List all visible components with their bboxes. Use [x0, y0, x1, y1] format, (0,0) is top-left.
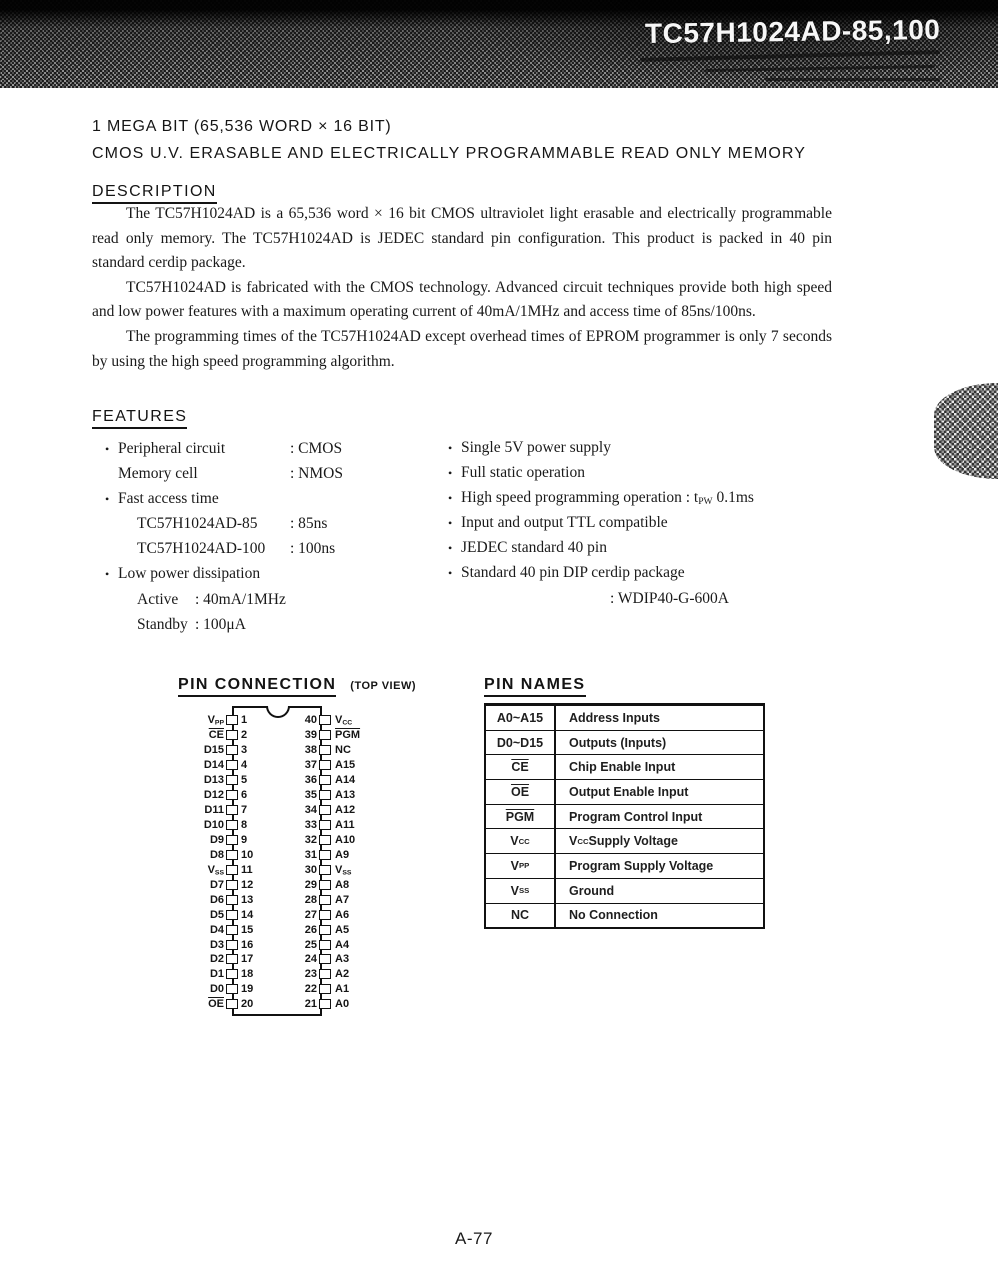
pin-label: A15	[335, 759, 356, 772]
feature-value: : 100μA	[195, 615, 246, 633]
pin-number: 29	[304, 878, 317, 891]
scan-artifact-blob	[934, 383, 998, 479]
bullet-icon: •	[448, 566, 453, 581]
pin-box	[319, 760, 331, 770]
dip-left-pins	[186, 713, 259, 1012]
feature-item	[448, 539, 868, 564]
table-row	[486, 828, 763, 853]
pin-number: 26	[304, 923, 317, 936]
pin-row	[186, 967, 259, 982]
pin-label: A7	[335, 893, 350, 906]
pin-label: $V_{PP}$	[207, 714, 224, 727]
pin-label: NC	[335, 744, 351, 757]
pin-row	[300, 788, 360, 803]
table-row	[486, 754, 763, 779]
pin-row	[300, 907, 360, 922]
pin-number: 32	[304, 833, 317, 846]
feature-text: Standard 40 pin DIP cerdip package	[461, 564, 685, 582]
feature-value: : 100ns	[290, 540, 336, 558]
pin-label: A13	[335, 789, 356, 802]
pin-row	[186, 728, 259, 743]
pin-box	[319, 895, 331, 905]
pin-label: D5	[209, 908, 224, 921]
pin-row	[300, 743, 360, 758]
pin-box	[319, 984, 331, 994]
pin-name-cell: $\overline{OE}$	[486, 780, 556, 804]
table-row	[486, 779, 763, 804]
pin-box	[226, 745, 238, 755]
pin-label: A5	[335, 923, 350, 936]
pin-number: 33	[304, 819, 317, 832]
pin-description-cell: Outputs (Inputs)	[569, 735, 667, 750]
pin-row	[186, 877, 259, 892]
pin-row	[186, 862, 259, 877]
pin-box	[319, 940, 331, 950]
pin-number: 37	[304, 759, 317, 772]
pin-label: A1	[335, 983, 350, 996]
feature-label: Memory cell	[118, 465, 198, 483]
pin-row	[186, 713, 259, 728]
pin-number: 27	[304, 908, 317, 921]
pin-box	[226, 850, 238, 860]
pin-box	[319, 820, 331, 830]
part-number-title: TC57H1024AD-85,100	[644, 13, 941, 50]
feature-label: TC57H1024AD-100	[137, 540, 266, 558]
feature-item	[105, 440, 435, 465]
pin-description-cell: Address Inputs	[569, 710, 660, 725]
pin-row	[300, 982, 360, 997]
feature-item	[448, 514, 868, 539]
pin-number: 20	[241, 998, 254, 1011]
pin-description-cell: Program Control Input	[569, 809, 703, 824]
pin-name-cell: V PP	[486, 854, 556, 878]
pin-number: 17	[241, 953, 254, 966]
pin-box	[226, 999, 238, 1009]
title-line-2: CMOS U.V. ERASABLE AND ELECTRICALLY PROGRAMMABLE READ ONLY MEMORY	[92, 145, 807, 162]
feature-text: Single 5V power supply	[461, 439, 611, 456]
pin-number: 5	[241, 774, 248, 787]
pin-label: A9	[335, 848, 350, 861]
description-body	[92, 202, 832, 374]
pin-label: D12	[203, 789, 224, 802]
pin-number: 12	[241, 878, 254, 891]
page-number: A-77	[455, 1229, 493, 1248]
pin-number: 15	[241, 923, 254, 936]
pin-label: D9	[209, 833, 224, 846]
pin-number: 11	[241, 863, 253, 876]
pin-row	[186, 773, 259, 788]
pin-row	[186, 743, 259, 758]
pin-number: 28	[304, 893, 317, 906]
pin-box	[319, 999, 331, 1009]
feature-label: Standby	[137, 615, 188, 633]
pin-number: 40	[304, 714, 317, 727]
pin-number: 19	[241, 983, 254, 996]
feature-item	[448, 464, 868, 489]
pin-label: A2	[335, 968, 350, 981]
features-left-column	[105, 440, 435, 641]
pin-row	[300, 877, 360, 892]
pin-description-cell: Chip Enable Input	[569, 760, 676, 775]
pin-label: D10	[203, 819, 224, 832]
pin-row	[300, 803, 360, 818]
pin-box	[226, 730, 238, 740]
pin-label: A11	[335, 819, 355, 832]
pin-row	[186, 952, 259, 967]
pin-label: D14	[203, 759, 224, 772]
pin-label: $\overline{PGM}$	[335, 729, 361, 742]
feature-value: : 85ns	[290, 515, 328, 533]
pin-box	[226, 775, 238, 785]
pin-number: 34	[304, 804, 317, 817]
pin-label: $V_{CC}$	[335, 714, 353, 727]
pin-number: 8	[241, 819, 248, 832]
pin-number: 31	[304, 848, 317, 861]
feature-item	[105, 465, 435, 490]
pin-box	[319, 954, 331, 964]
pin-number: 13	[241, 893, 254, 906]
pin-row	[186, 997, 259, 1012]
pin-label: $\overline{CE}$	[208, 729, 224, 742]
feature-item	[448, 489, 868, 514]
pin-label: D2	[209, 953, 224, 966]
pin-box	[226, 954, 238, 964]
pin-description-cell: Program Supply Voltage	[569, 858, 714, 873]
feature-label: Fast access time	[118, 490, 219, 508]
pin-number: 21	[304, 998, 317, 1011]
pin-box	[319, 775, 331, 785]
scan-smudge	[765, 78, 940, 81]
feature-value: : CMOS	[290, 440, 343, 457]
pin-label: A4	[335, 938, 350, 951]
feature-item	[105, 565, 435, 590]
pin-box	[226, 760, 238, 770]
feature-item	[448, 564, 868, 589]
pin-names-heading: PIN NAMES	[484, 676, 586, 697]
pin-box	[319, 805, 331, 815]
pin-row	[186, 788, 259, 803]
pin-name-cell: V CC	[486, 829, 556, 853]
pin-row	[186, 847, 259, 862]
pin-label: A8	[335, 878, 350, 891]
pin-names-table	[484, 703, 765, 929]
pin-row	[300, 937, 360, 952]
pin-label: D7	[209, 878, 224, 891]
bullet-icon: •	[448, 516, 453, 531]
pin-number: 10	[241, 848, 254, 861]
pin-row	[186, 937, 259, 952]
feature-item	[105, 616, 435, 641]
top-view-label: (TOP VIEW)	[350, 680, 416, 692]
title-line-1: 1 MEGA BIT (65,536 WORD × 16 BIT)	[92, 118, 392, 135]
table-row	[486, 730, 763, 755]
pin-row	[300, 922, 360, 937]
feature-text: JEDEC standard 40 pin	[461, 539, 607, 557]
pin-box	[319, 925, 331, 935]
pin-number: 6	[241, 789, 248, 802]
table-row	[486, 878, 763, 903]
description-heading: DESCRIPTION	[92, 183, 217, 204]
features-heading: FEATURES	[92, 408, 187, 429]
pin-number: 35	[304, 789, 317, 802]
pin-label: $\overline{OE}$	[208, 998, 224, 1011]
description-paragraph: The TC57H1024AD is a 65,536 word × 16 bit CMOS ultraviolet light erasable and electrically programmable read only memory. The TC57H1024AD is JEDEC standard pin configuration. This product is packed in 40 pin standard cerdip package.	[92, 205, 832, 272]
pin-number: 36	[304, 774, 317, 787]
description-paragraph: The programming times of the TC57H1024AD except overhead times of EPROM programmer is only 7 seconds by using the high speed programming algorithm.	[92, 327, 832, 370]
features-right-column	[448, 439, 868, 615]
pin-row	[186, 833, 259, 848]
pin-label: $V_{SS}$	[335, 863, 352, 877]
feature-item	[448, 590, 868, 615]
feature-value: : NMOS	[290, 465, 343, 483]
pin-label: D1	[209, 968, 224, 981]
pin-box	[319, 715, 331, 725]
pin-row	[300, 713, 360, 728]
pin-box	[319, 730, 331, 740]
pin-row	[300, 833, 360, 848]
pin-row	[300, 773, 360, 788]
pin-box	[226, 805, 238, 815]
pin-number: 16	[241, 938, 254, 951]
pin-box	[226, 835, 238, 845]
table-row	[486, 705, 763, 730]
pin-label: D13	[203, 774, 224, 787]
pin-box	[226, 790, 238, 800]
pin-number: 1	[241, 714, 248, 727]
pin-box	[319, 745, 331, 755]
pin-row	[300, 758, 360, 773]
pin-row	[300, 862, 360, 877]
pin-number: 24	[304, 953, 317, 966]
pin-box	[226, 910, 238, 920]
feature-value: : 40mA/1MHz	[195, 590, 286, 608]
bullet-icon: •	[105, 492, 110, 507]
scan-smudge	[640, 50, 940, 62]
pin-row	[300, 818, 360, 833]
pin-name-cell: D0~D15	[486, 731, 556, 755]
pin-number: 25	[304, 938, 317, 951]
feature-text: : WDIP40-G-600A	[610, 589, 729, 607]
bullet-icon: •	[105, 442, 110, 456]
pin-description-cell: Ground	[569, 883, 615, 898]
table-row	[486, 903, 763, 928]
table-row	[486, 853, 763, 878]
pin-box	[226, 940, 238, 950]
pin-number: 2	[241, 729, 248, 742]
pin-label: $V_{SS}$	[207, 863, 224, 877]
feature-item	[105, 591, 435, 616]
pin-name-cell: V SS	[486, 879, 556, 903]
pin-label: A10	[335, 833, 356, 846]
pin-box	[226, 925, 238, 935]
pin-label: D11	[204, 804, 224, 817]
bullet-icon: •	[105, 567, 110, 582]
pin-row	[186, 982, 259, 997]
pin-row	[300, 952, 360, 967]
pin-label: A14	[335, 774, 356, 787]
document-title	[92, 113, 806, 167]
pin-row	[300, 997, 360, 1012]
pin-label: D15	[203, 744, 224, 757]
bullet-icon: •	[448, 466, 453, 481]
pin-label: A6	[335, 908, 350, 921]
pin-label: D8	[209, 848, 224, 861]
scanned-header-banner	[0, 0, 998, 88]
feature-item	[105, 540, 435, 565]
pin-row	[186, 892, 259, 907]
pin-box	[319, 790, 331, 800]
pin-row	[300, 892, 360, 907]
pin-box	[319, 969, 331, 979]
pin-number: 4	[241, 759, 248, 772]
pin-number: 7	[241, 804, 248, 817]
feature-item	[105, 490, 435, 515]
bullet-icon: •	[448, 441, 453, 455]
pin-box	[226, 969, 238, 979]
pin-label: A3	[335, 953, 350, 966]
pin-number: 14	[241, 908, 254, 921]
feature-label: Peripheral circuit	[118, 440, 226, 457]
pin-box	[226, 880, 238, 890]
pin-label: D4	[209, 923, 224, 936]
pin-box	[226, 715, 238, 725]
pin-number: 23	[304, 968, 317, 981]
pin-box	[319, 865, 331, 875]
pin-number: 18	[241, 968, 254, 981]
pin-number: 9	[241, 833, 248, 846]
feature-label: TC57H1024AD-85	[137, 515, 258, 533]
pin-row	[186, 907, 259, 922]
pin-row	[300, 847, 360, 862]
pin-box	[226, 895, 238, 905]
feature-label: Low power dissipation	[118, 565, 261, 583]
pin-label: D0	[209, 983, 224, 996]
pin-box	[226, 865, 238, 875]
feature-item	[105, 515, 435, 540]
bullet-icon: •	[448, 491, 453, 506]
pin-name-cell: $\overline{CE}$	[486, 755, 556, 779]
pin-box	[226, 820, 238, 830]
table-row	[486, 804, 763, 829]
pin-row	[186, 818, 259, 833]
feature-text: High speed programming operation : $t_{PW}$ 0.1ms	[461, 489, 754, 508]
pin-number: 39	[304, 729, 317, 742]
feature-label: Active	[137, 590, 179, 608]
pin-description-cell: No Connection	[569, 908, 658, 923]
pin-connection-heading: PIN CONNECTION (TOP VIEW)	[178, 676, 416, 697]
pin-name-cell: A0~A15	[486, 706, 556, 730]
pin-box	[226, 984, 238, 994]
pin-label: A12	[335, 804, 356, 817]
pin-label: D3	[209, 938, 224, 951]
feature-text: Full static operation	[461, 464, 585, 482]
pin-number: 30	[304, 863, 317, 876]
pin-box	[319, 850, 331, 860]
pin-name-cell: $\overline{PGM}$	[486, 805, 556, 829]
bullet-icon: •	[448, 541, 453, 556]
pin-number: 22	[304, 983, 317, 996]
dip-right-pins	[300, 713, 360, 1012]
pin-box	[319, 880, 331, 890]
pin-description-cell: V CC Supply Voltage	[569, 834, 678, 849]
pin-number: 38	[304, 744, 317, 757]
pin-row	[186, 758, 259, 773]
description-paragraph: TC57H1024AD is fabricated with the CMOS technology. Advanced circuit techniques provide both high speed and low power features with a maximum operating current of 40mA/1MHz and access time of 85ns/100ns.	[92, 278, 832, 321]
pin-label: A0	[335, 998, 350, 1011]
pin-number: 3	[241, 744, 248, 757]
pin-box	[319, 910, 331, 920]
feature-text: Input and output TTL compatible	[461, 514, 668, 532]
pin-label: D6	[209, 893, 224, 906]
feature-item	[448, 439, 868, 464]
pin-row	[300, 728, 360, 743]
pin-row	[300, 967, 360, 982]
pin-box	[319, 835, 331, 845]
pin-name-cell: NC	[486, 904, 556, 928]
pin-row	[186, 803, 259, 818]
pin-description-cell: Output Enable Input	[569, 784, 689, 799]
pin-row	[186, 922, 259, 937]
scan-smudge	[705, 65, 935, 72]
